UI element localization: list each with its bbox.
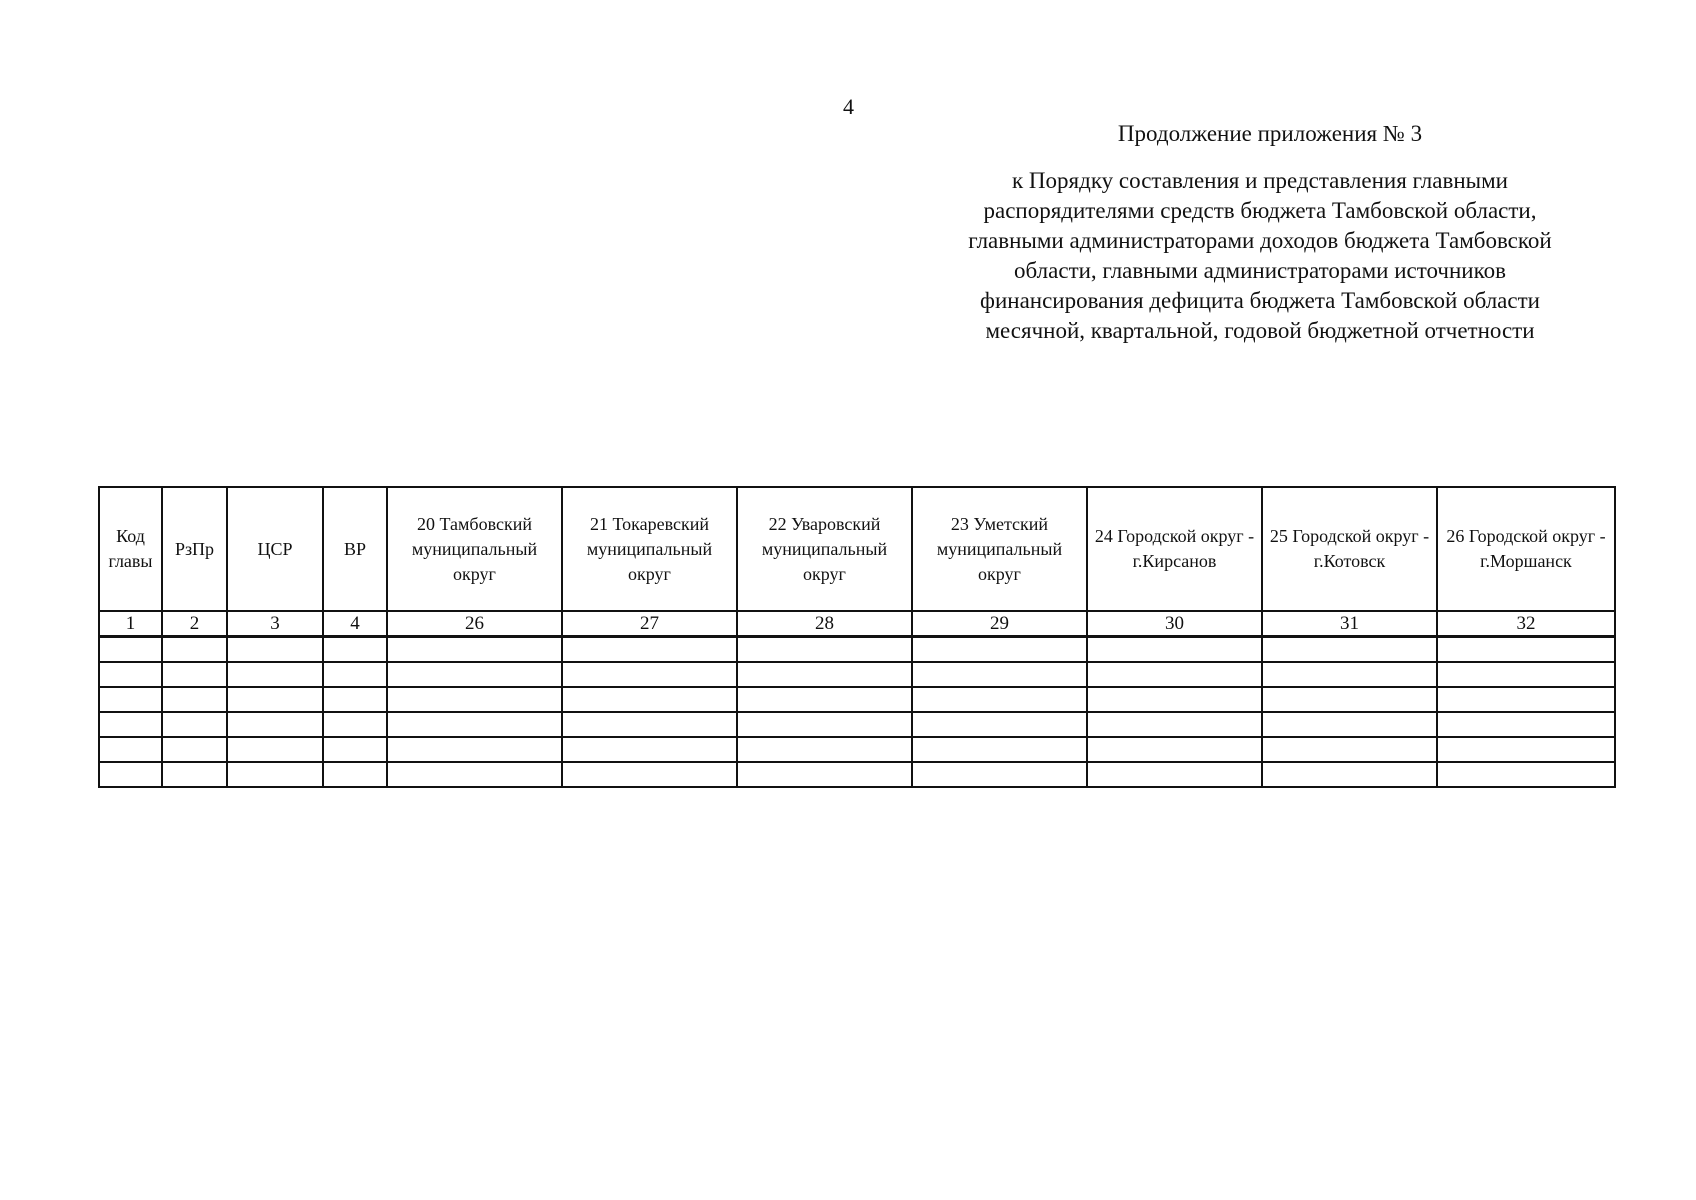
table-row	[99, 737, 1615, 762]
subtitle-line: финансирования дефицита бюджета Тамбовской области	[980, 288, 1540, 313]
table-cell	[323, 662, 387, 687]
table-cell	[387, 637, 562, 663]
table-cell	[562, 737, 737, 762]
header-row	[99, 487, 1615, 611]
column-number: 31	[1262, 611, 1437, 637]
table-cell	[227, 737, 323, 762]
table-cell	[387, 737, 562, 762]
table-cell	[1437, 687, 1615, 712]
column-number: 29	[912, 611, 1087, 637]
appendix-title: Продолжение приложения № 3	[1117, 121, 1423, 146]
column-number: 28	[737, 611, 912, 637]
column-number-row	[99, 611, 1615, 637]
table-cell	[1087, 662, 1262, 687]
table-cell	[162, 762, 227, 787]
subtitle-line: главными администраторами доходов бюджета Тамбовской	[968, 228, 1552, 253]
table-cell	[1087, 712, 1262, 737]
subtitle-line: распорядителями средств бюджета Тамбовской области,	[983, 198, 1537, 223]
table-cell	[1087, 637, 1262, 663]
table-cell	[1262, 712, 1437, 737]
table-cell	[912, 662, 1087, 687]
appendix-subtitle	[930, 166, 1590, 346]
table-cell	[387, 662, 562, 687]
table-cell	[227, 762, 323, 787]
column-number: 3	[227, 611, 323, 637]
table-cell	[737, 762, 912, 787]
table-cell	[99, 712, 162, 737]
page-number: 4	[843, 94, 854, 119]
table-cell	[162, 737, 227, 762]
subtitle-line: области, главными администраторами источников	[1014, 258, 1506, 283]
table-cell	[99, 737, 162, 762]
table-cell	[227, 687, 323, 712]
table-cell	[1437, 762, 1615, 787]
table-cell	[1262, 687, 1437, 712]
header-tokarevsky: 21 Токаревский муниципальный округ	[562, 487, 737, 611]
table-cell	[323, 737, 387, 762]
table-cell	[387, 762, 562, 787]
column-number: 2	[162, 611, 227, 637]
subtitle-line: к Порядку составления и представления главными	[1012, 168, 1508, 193]
header-csr: ЦСР	[227, 487, 323, 611]
table-cell	[562, 662, 737, 687]
table-cell	[912, 737, 1087, 762]
table-cell	[912, 712, 1087, 737]
table-cell	[912, 762, 1087, 787]
table-cell	[737, 737, 912, 762]
column-number: 26	[387, 611, 562, 637]
table-cell	[562, 762, 737, 787]
table-cell	[1437, 637, 1615, 663]
subtitle-line: месячной, квартальной, годовой бюджетной отчетности	[985, 318, 1535, 343]
table-cell	[99, 637, 162, 663]
table-row	[99, 762, 1615, 787]
table-cell	[227, 637, 323, 663]
table-cell	[1087, 737, 1262, 762]
table-row	[99, 662, 1615, 687]
table-cell	[737, 712, 912, 737]
table-cell	[323, 637, 387, 663]
column-number: 1	[99, 611, 162, 637]
table-cell	[387, 687, 562, 712]
header-umetsky: 23 Уметский муниципальный округ	[912, 487, 1087, 611]
header-uvarovsky: 22 Уваровский муниципальный округ	[737, 487, 912, 611]
table-cell	[737, 687, 912, 712]
table-cell	[162, 687, 227, 712]
column-number: 27	[562, 611, 737, 637]
table-cell	[323, 712, 387, 737]
column-number: 32	[1437, 611, 1615, 637]
table-cell	[227, 712, 323, 737]
table-cell	[1262, 737, 1437, 762]
table-cell	[562, 637, 737, 663]
table-cell	[1262, 662, 1437, 687]
table-row	[99, 637, 1615, 663]
table-cell	[1262, 637, 1437, 663]
table-cell	[1437, 712, 1615, 737]
table-cell	[162, 637, 227, 663]
header-rzpr: РзПр	[162, 487, 227, 611]
column-number: 4	[323, 611, 387, 637]
table-cell	[323, 762, 387, 787]
table-cell	[1262, 762, 1437, 787]
table-cell	[99, 687, 162, 712]
table-cell	[99, 662, 162, 687]
report-table	[98, 486, 1616, 788]
table-cell	[323, 687, 387, 712]
table-cell	[912, 687, 1087, 712]
table-cell	[162, 662, 227, 687]
header-kotovsk: 25 Городской округ - г.Котовск	[1262, 487, 1437, 611]
table-row	[99, 687, 1615, 712]
table-cell	[1437, 662, 1615, 687]
table-cell	[387, 712, 562, 737]
header-tambovsky: 20 Тамбовский муниципальный округ	[387, 487, 562, 611]
table-cell	[912, 637, 1087, 663]
column-number: 30	[1087, 611, 1262, 637]
table-cell	[227, 662, 323, 687]
table-cell	[1087, 762, 1262, 787]
table-cell	[562, 712, 737, 737]
table-cell	[162, 712, 227, 737]
table-cell	[1437, 737, 1615, 762]
header-kod-glavy: Код главы	[99, 487, 162, 611]
table-cell	[737, 637, 912, 663]
header-morshansk: 26 Городской округ - г.Моршанск	[1437, 487, 1615, 611]
table-cell	[737, 662, 912, 687]
table-cell	[99, 762, 162, 787]
table-row	[99, 712, 1615, 737]
table-cell	[1087, 687, 1262, 712]
header-kirsanov: 24 Городской округ - г.Кирсанов	[1087, 487, 1262, 611]
table-cell	[562, 687, 737, 712]
header-vr: ВР	[323, 487, 387, 611]
